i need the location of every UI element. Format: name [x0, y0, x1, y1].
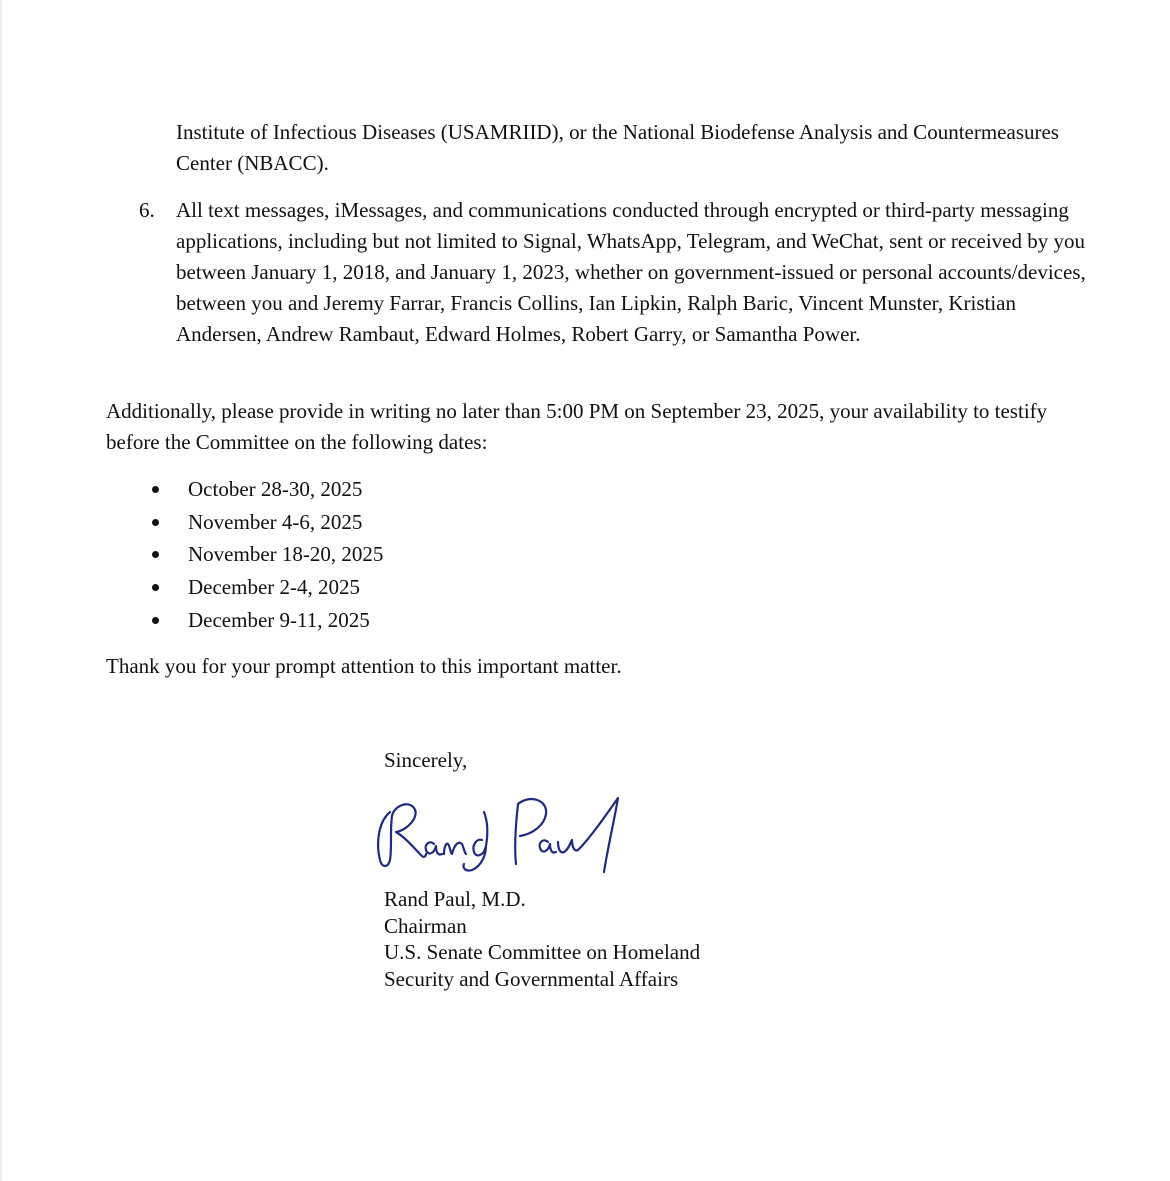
thanks-paragraph: Thank you for your prompt attention to this important matter.: [106, 654, 622, 678]
signature-stroke: [426, 842, 442, 854]
signature-stroke: [378, 804, 426, 866]
availability-paragraph: Additionally, please provide in writing no later than 5:00 PM on September 23, 2025, your availability to testify before the Committee on the following dates:: [106, 399, 1048, 454]
signer-name: Rand Paul, M.D.: [384, 887, 526, 911]
closing-salutation: Sincerely,: [384, 748, 468, 772]
list-item-number: 6.: [139, 198, 155, 222]
list-item-6: [139, 195, 1099, 350]
date-text: November 18-20, 2025: [188, 542, 384, 567]
bullet-icon: [152, 486, 159, 493]
signature-stroke: [463, 812, 487, 871]
signature-stroke: [540, 840, 556, 852]
bullet-icon: [152, 584, 159, 591]
date-text: December 2-4, 2025: [188, 575, 361, 600]
signature-stroke: [444, 843, 466, 854]
continued-paragraph: Institute of Infectious Diseases (USAMRIID), or the National Biodefense Analysis and Countermeasures Center (NBACC).: [176, 120, 1059, 175]
signer-org-line1: U.S. Senate Committee on Homeland: [384, 940, 701, 964]
bullet-icon: [152, 551, 159, 558]
signer-title: Chairman: [384, 913, 467, 938]
bullet-icon: [152, 617, 159, 624]
signature-block: [384, 886, 700, 992]
signer-org-line2: Security and Governmental Affairs: [384, 966, 679, 991]
signature-stroke: [558, 840, 578, 852]
list-item-text: All text messages, iMessages, and communications conducted through encrypted or third-party messaging applications, including but not limited to Signal, WhatsApp, Telegram, and WeChat, sent or received by you between January 1, 2018, and January 1, 2023, whether on government-issued or personal accounts/devices, between you and Jeremy Farrar, Francis Collins, Ian Lipkin, Ralph Baric, Vincent Munster, Kristian Andersen, Andrew Rambaut, Edward Holmes, Robert Garry, or Samantha Power.: [176, 198, 1086, 346]
date-text: November 4-6, 2025: [188, 509, 363, 534]
signature-image: [368, 782, 638, 882]
signature-stroke: [515, 799, 546, 864]
date-text: October 28-30, 2025: [188, 477, 363, 501]
date-text: December 9-11, 2025: [188, 607, 370, 632]
bullet-icon: [152, 519, 159, 526]
signature-stroke: [578, 798, 618, 872]
